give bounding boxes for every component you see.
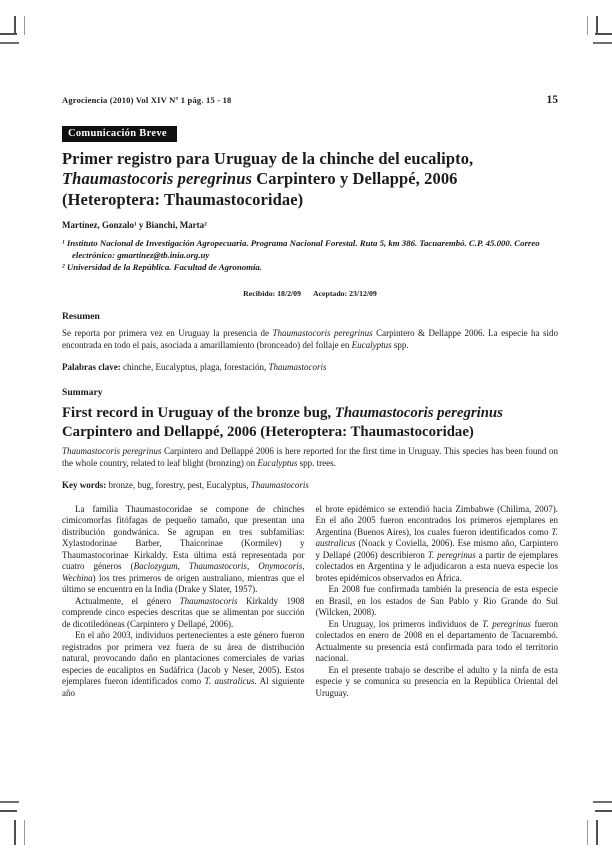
article-title-en: First record in Uruguay of the bronze bug, Thaumastocoris peregrinus Carpintero and Dellappé, 2006 (Heteroptera: Thaumastocoridae)	[62, 405, 503, 440]
summary-heading: Summary	[62, 387, 103, 399]
received-date: Recibido: 18/2/09	[243, 289, 301, 299]
resumen-text: Se reporta por primera vez en Uruguay la presencia de Thaumastocoris peregrinus Carpintero & Dellappe 2006. La especie ha sido encontrada en todo el país, asociada a amarillamiento (bronceado) del follaje en Eucalyptus spp.	[62, 328, 558, 351]
crop-mark-bottom-right	[595, 810, 612, 812]
crop-mark-top-left	[0, 42, 19, 44]
crop-mark-top-right	[587, 16, 588, 35]
body-paragraph: el brote epidémico se extendió hacia Zimbabwe (Chilima, 2007). En el año 2005 fueron encontrados los primeros ejemplares en Argentina (Buenos Aires), los cuales fueron identificados como T. australicus (Noack y Coviella, 2006). Ese mismo año, Carpintero y Dellapé (2006) describieron T. peregrinus a partir de ejemplares colectados en Argentina y le adjudicaron a esta nueva especie los brotes epidémicos observados en África.	[315, 503, 558, 583]
affiliation-1: ¹ Instituto Nacional de Investigación Agropecuaria. Programa Nacional Forestal. Ruta 5, km 386. Tacuarembó. C.P. 45.000. Correo electrónico: gmartinez@tb.inia.org.uy	[62, 238, 540, 260]
key-words-line	[62, 480, 558, 490]
crop-mark-bottom-right	[593, 801, 612, 803]
body-paragraph: La familia Thaumastocoridae se compone de chinches cimicomorfas fitófagas de pequeño tamaño, que presentan una distribución gondwánica. Se agrupan en tres subfamilias: Xylastodorinae Barber, Thaicorinae (Kormilev) y Thaumastocorinae Kirkaldy. Esta última está representada por cuatro géneros (Baclozygum, Thaumastocoris, Onymocoris, Wechina) los tres primeros de origen australiano, mientras que el último se encuentra en la India (Drake y Slater, 1957).	[62, 503, 305, 595]
crop-mark-bottom-left	[0, 810, 17, 812]
body-paragraph: En el año 2003, individuos pertenecientes a este género fueron registrados por primera vez fuera de su área de distribución natural, provocando daño en plantaciones comerciales de varias especies de eucaliptos en Sudáfrica (Jacob y Neser, 2005). Estos ejemplares fueron identificados como T. australicus. Al siguiente año	[62, 630, 305, 698]
affiliations-block	[62, 238, 558, 273]
palabras-clave-list: chinche, Eucalyptus, plaga, forestación, Thaumastocoris	[120, 362, 327, 373]
body-left-column	[62, 504, 305, 700]
key-words-label: Key words:	[62, 479, 107, 490]
resumen-heading: Resumen	[62, 311, 100, 323]
article-title-es: Primer registro para Uruguay de la chinche del eucalipto, Thaumastocoris peregrinus Carpintero y Dellappé, 2006 (Heteroptera: Thaumastocoridae)	[62, 149, 474, 209]
dates-line	[62, 289, 558, 298]
key-words-list: bronze, bug, forestry, pest, Eucalyptus, Thaumastocoris	[106, 479, 309, 490]
crop-mark-bottom-left	[24, 820, 25, 845]
running-head	[62, 94, 558, 106]
body-paragraph: En 2008 fue confirmada también la presencia de esta especie en Brasil, en los estados de San Pablo y Rio Grande do Sul (Wilcken, 2008).	[315, 584, 558, 618]
crop-mark-bottom-left	[0, 801, 19, 803]
crop-mark-top-left	[24, 16, 25, 35]
summary-text: Thaumastocoris peregrinus Carpintero and Dellappé 2006 is here reported for the first time in Uruguay. This species has been found on the whole country, related to leaf blight (bronzing) on Eucalyptus spp. trees.	[62, 445, 559, 468]
page-number: 15	[546, 94, 558, 106]
body-paragraph: En el presente trabajo se describe el adulto y la ninfa de esta especie y se comunica su presencia en la República Oriental del Uruguay.	[315, 664, 558, 698]
section-badge: Comunicación Breve	[62, 126, 177, 142]
crop-mark-top-left	[14, 16, 16, 35]
crop-mark-bottom-right	[596, 820, 598, 845]
body-paragraph: En Uruguay, los primeros individuos de T. peregrinus fueron colectados en enero de 2008 en el departamento de Tacuarembó. Actualmente su presencia está confirmada para todo el territorio nacional.	[315, 618, 558, 664]
crop-mark-top-right	[596, 16, 598, 35]
accepted-date: Aceptado: 23/12/09	[312, 289, 377, 299]
affiliation-2: ² Universidad de la República. Facultad de Agronomía.	[62, 261, 263, 272]
crop-mark-bottom-right	[587, 820, 588, 845]
body-columns	[62, 504, 558, 700]
crop-mark-bottom-left	[14, 820, 16, 845]
crop-mark-top-right	[593, 42, 612, 44]
palabras-clave-label: Palabras clave:	[62, 362, 121, 373]
authors-line: Martínez, Gonzalo¹ y Bianchi, Marta²	[62, 220, 207, 231]
journal-citation: Agrociencia (2010) Vol XIV Nº 1 pág. 15 - 18	[62, 95, 232, 105]
body-right-column	[316, 504, 559, 700]
palabras-clave-line	[62, 362, 558, 372]
body-paragraph: Actualmente, el género Thaumastocoris Kirkaldy 1908 comprende cinco especies descritas que se alimentan por succión de dicotiledóneas (Carpintero y Dellapé, 2006).	[62, 595, 305, 629]
